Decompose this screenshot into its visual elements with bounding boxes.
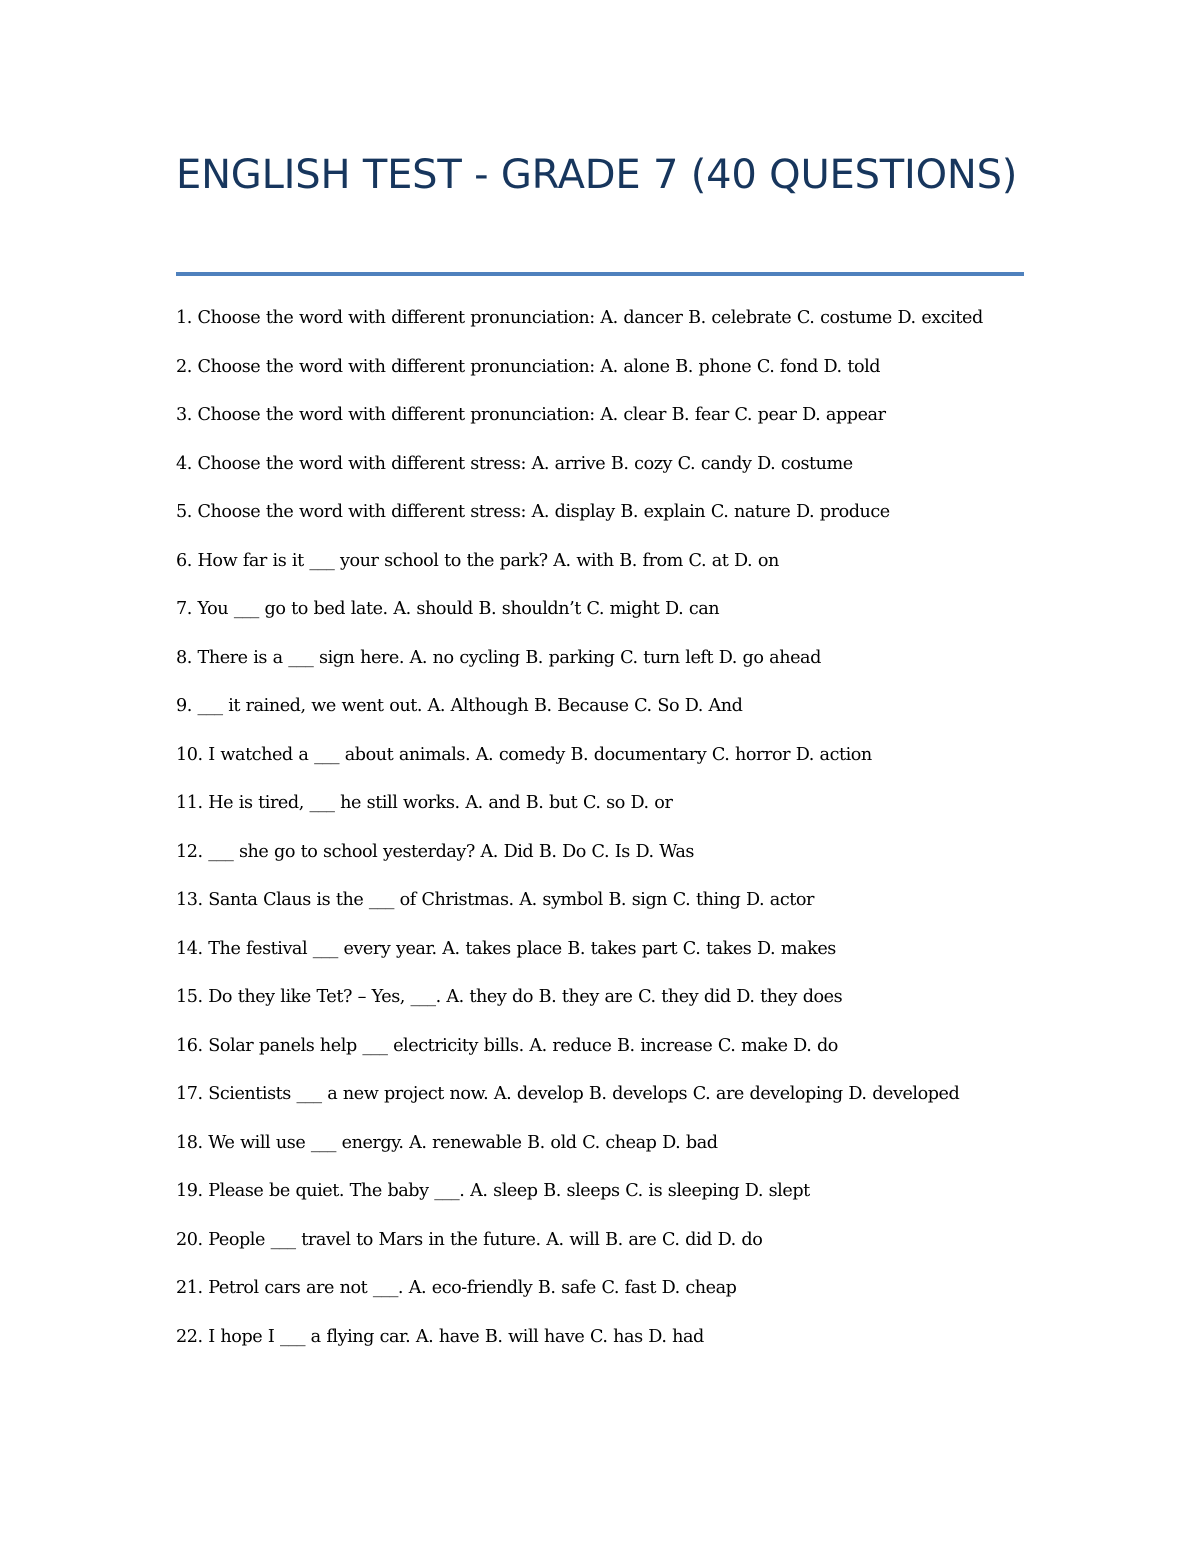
question-item: 10. I watched a ___ about animals. A. comedy B. documentary C. horror D. action [176, 744, 872, 765]
question-item: 9. ___ it rained, we went out. A. Although B. Because C. So D. And [176, 696, 743, 716]
question-item: 13. Santa Claus is the ___ of Christmas. A. symbol B. sign C. thing D. actor [176, 890, 814, 910]
question-item: 5. Choose the word with different stress: A. display B. explain C. nature D. produce [176, 502, 890, 522]
question-item: 8. There is a ___ sign here. A. no cycling B. parking C. turn left D. go ahead [176, 647, 821, 668]
question-item: 15. Do they like Tet? – Yes, ___. A. they do B. they are C. they did D. they does [176, 987, 843, 1007]
question-item: 6. How far is it ___ your school to the park? A. with B. from C. at D. on [176, 550, 779, 571]
document-title: ENGLISH TEST - GRADE 7 (40 QUESTIONS) [176, 152, 1018, 198]
question-item: 14. The festival ___ every year. A. takes place B. takes part C. takes D. makes [176, 938, 836, 959]
question-item: 1. Choose the word with different pronunciation: A. dancer B. celebrate C. costume D. excited [176, 308, 983, 328]
question-item: 11. He is tired, ___ he still works. A. and B. but C. so D. or [176, 793, 673, 813]
question-item: 4. Choose the word with different stress: A. arrive B. cozy C. candy D. costume [176, 453, 853, 474]
question-item: 3. Choose the word with different pronunciation: A. clear B. fear C. pear D. appear [176, 405, 886, 425]
question-item: 20. People ___ travel to Mars in the future. A. will B. are C. did D. do [176, 1229, 763, 1250]
title-underline-rule [176, 272, 1024, 276]
question-item: 2. Choose the word with different pronunciation: A. alone B. phone C. fond D. told [176, 356, 881, 377]
question-item: 18. We will use ___ energy. A. renewable B. old C. cheap D. bad [176, 1132, 718, 1153]
question-item: 22. I hope I ___ a flying car. A. have B. will have C. has D. had [176, 1326, 704, 1347]
question-list [176, 304, 1026, 1371]
question-item: 16. Solar panels help ___ electricity bills. A. reduce B. increase C. make D. do [176, 1035, 838, 1056]
question-item: 12. ___ she go to school yesterday? A. Did B. Do C. Is D. Was [176, 841, 694, 862]
question-item: 17. Scientists ___ a new project now. A. develop B. develops C. are developing D. developed [176, 1084, 960, 1104]
question-item: 7. You ___ go to bed late. A. should B. shouldn’t C. might D. can [176, 599, 720, 619]
question-item: 19. Please be quiet. The baby ___. A. sleep B. sleeps C. is sleeping D. slept [176, 1181, 810, 1201]
question-item: 21. Petrol cars are not ___. A. eco-friendly B. safe C. fast D. cheap [176, 1278, 737, 1298]
